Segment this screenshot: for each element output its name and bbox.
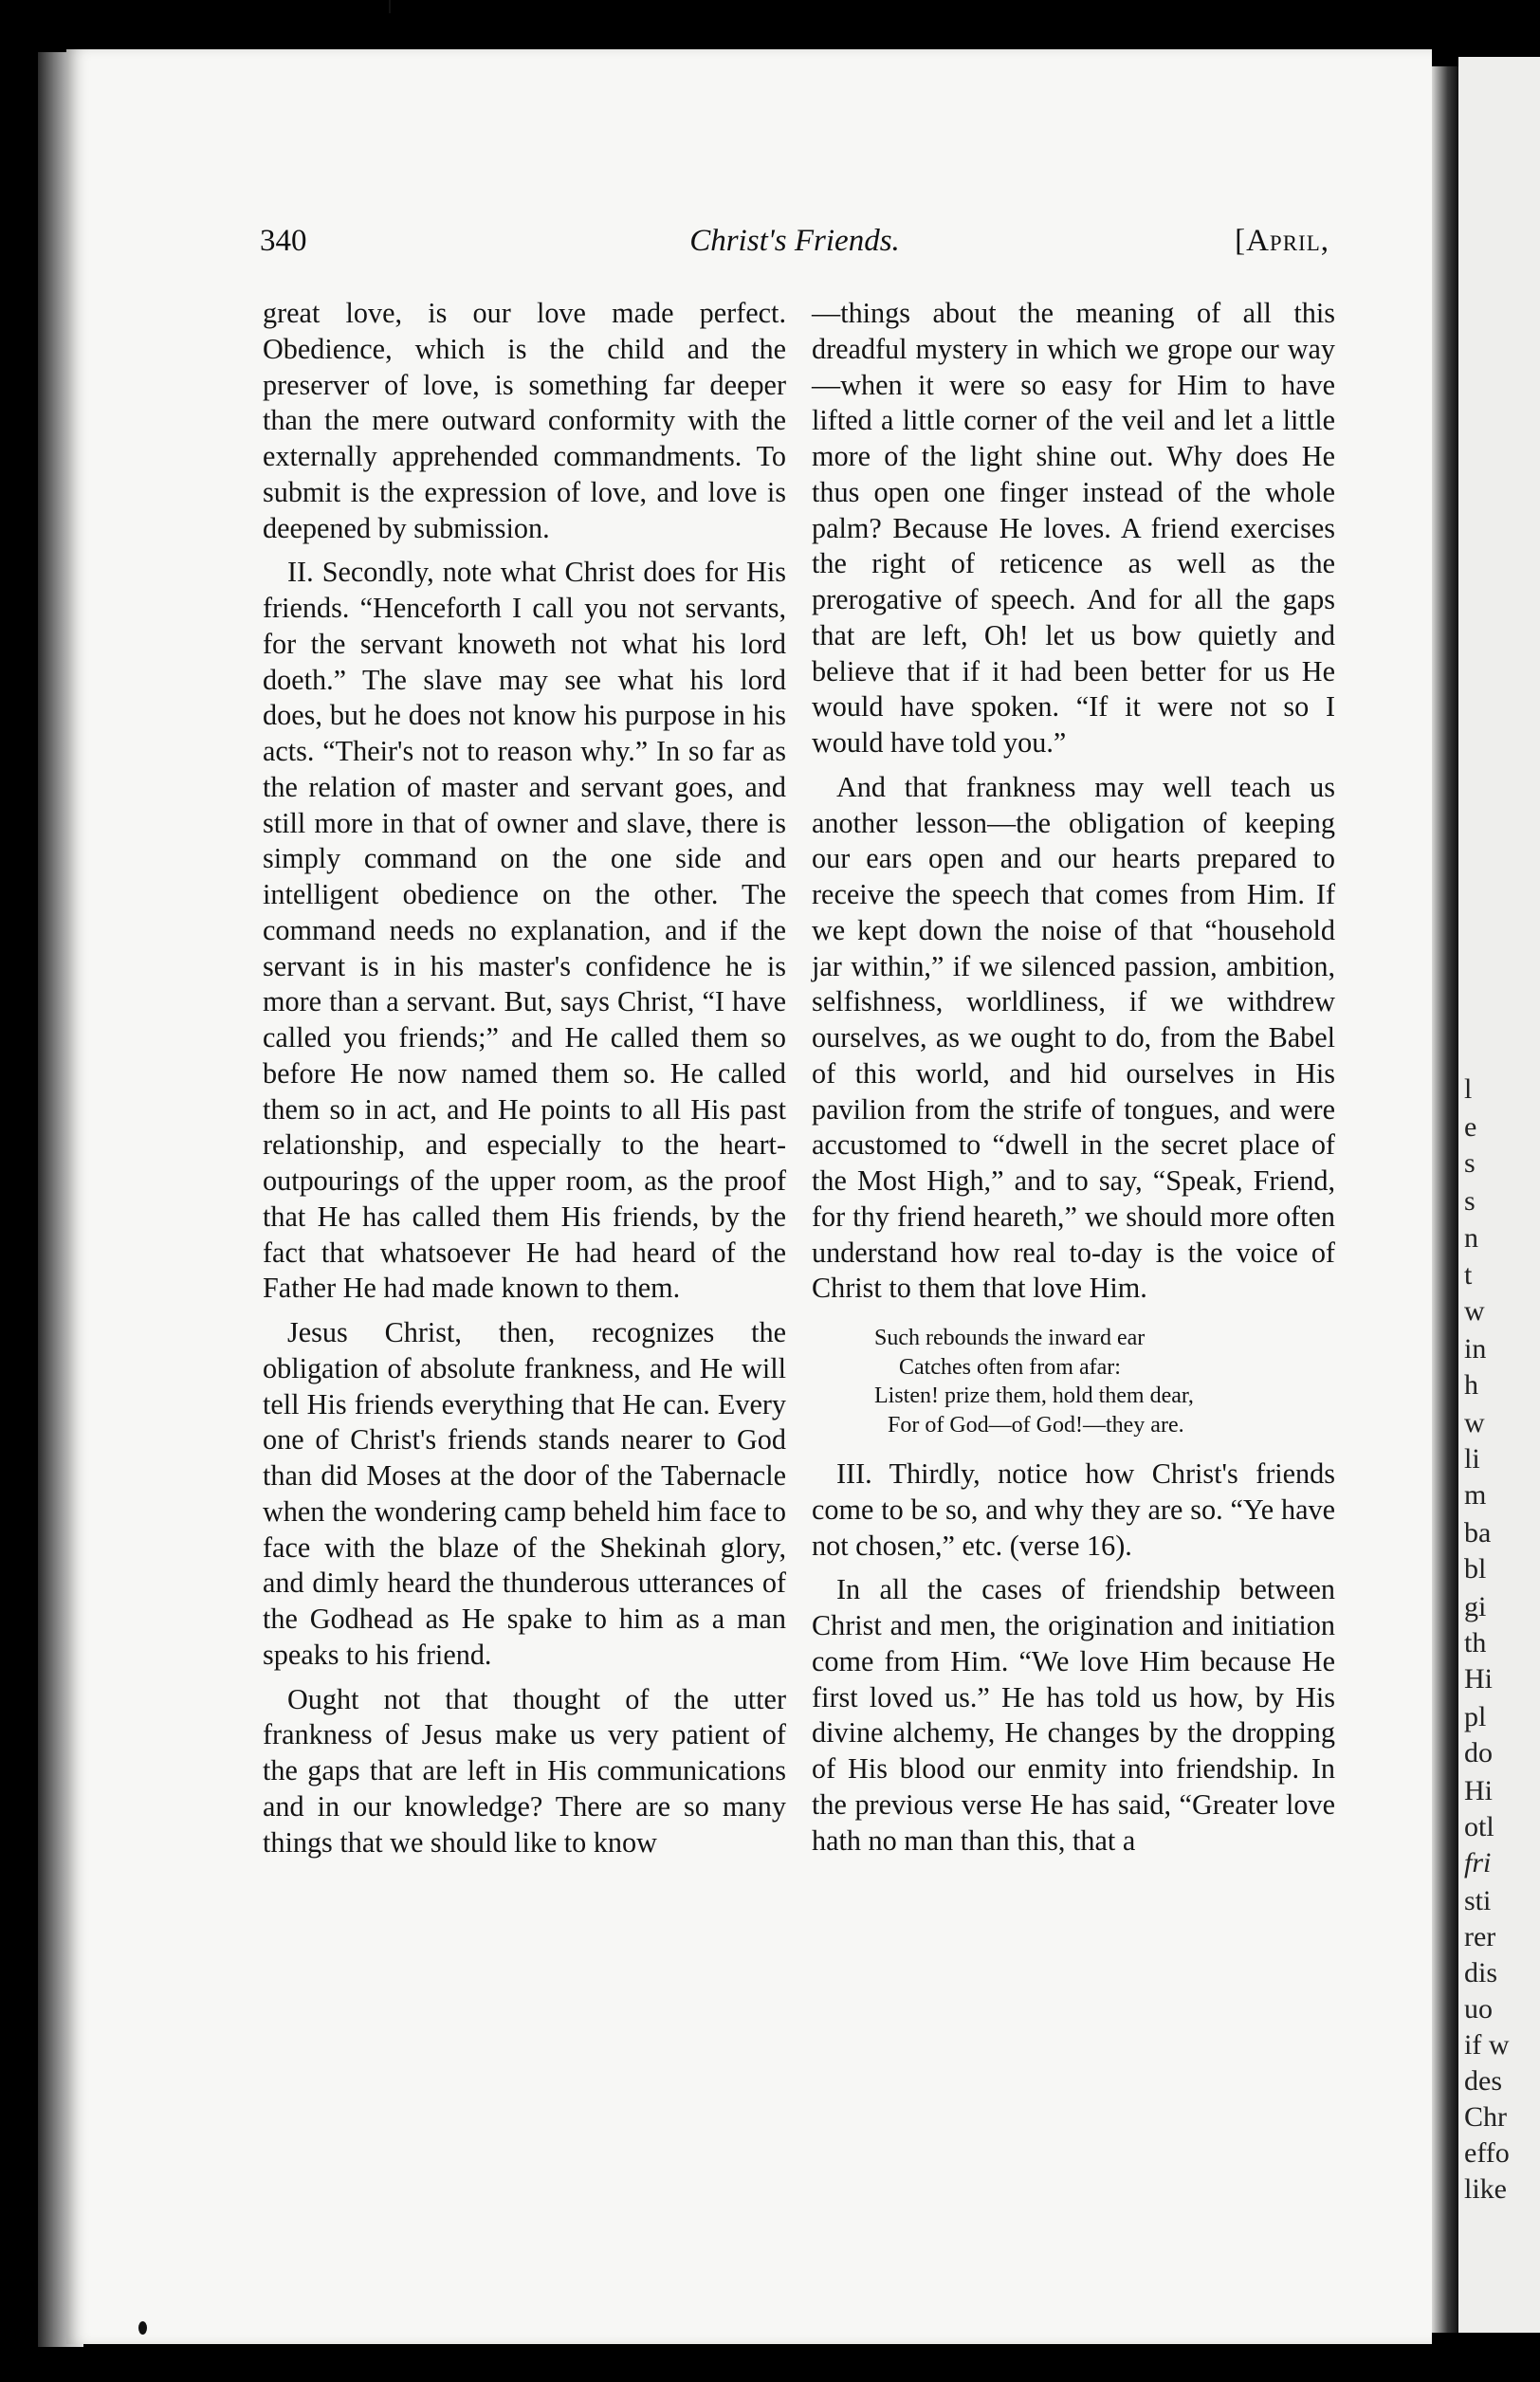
facing-page-fragment: uo [1464, 1993, 1493, 2025]
facing-page-fragment: li [1464, 1443, 1480, 1475]
facing-page-fragment: h [1464, 1369, 1478, 1401]
facing-page-fragment: n [1464, 1222, 1478, 1254]
facing-page-fragment: sti [1464, 1885, 1492, 1916]
facing-page-fragment: gi [1464, 1591, 1487, 1622]
paragraph: Ought not that thought of the utter frankness of Jesus make us very patient of the gaps that are left in His communications and in our knowledge? There are so many things that we should like to know [263, 1682, 786, 1859]
paragraph: great love, is our love made perfect. Obedience, which is the child and the preserver of love, is something far deeper than the mere outward conformity with the externally apprehended commandments. To submit is the expression of love, and love is deepened by submission. [263, 297, 786, 544]
facing-page-fragment: Hi [1464, 1663, 1493, 1695]
facing-page-fragment: pl [1464, 1701, 1487, 1732]
poem-quotation [812, 1324, 1335, 1439]
paragraph: In all the cases of friendship between Christ and men, the origination and initiation come from Him. “We love Him because He first loved us.” He has told us how, by His divine alchemy, He changes by the dropping of His blood our enmity into friendship. In the previous verse He has said, “Greater love hath no man than this, that a [812, 1573, 1335, 1857]
paragraph: And that frankness may well teach us another lesson—the obligation of keeping our ears open and our hearts prepared to receive the speech that comes from Him. If we kept down the noise of that “household jar within,” if we silenced passion, ambition, selfishness, worldliness, if we withdrew ourselves, as we ought to do, from the Babel of this world, and hid ourselves in His pavilion from the strife of tongues, and were accustomed to “dwell in the secret place of the Most High,” and to say, “Speak, Friend, for thy friend heareth,” we should more often understand how real to-day is the voice of Christ to them that love Him. [812, 770, 1335, 1305]
facing-page-fragment: des [1464, 2065, 1502, 2097]
facing-page-fragment: rer [1464, 1921, 1496, 1952]
poem-line: Catches often from afar: [899, 1354, 1121, 1380]
page-number: 340 [260, 224, 307, 258]
left-column [263, 296, 786, 1860]
facing-page-fragment: e [1464, 1111, 1477, 1143]
paragraph: —things about the meaning of all this dreadful mystery in which we grope our way—when it were so easy for Him to have lifted a little corner of the veil and let a little more of the light shine out. Why does He thus open one finger instead of the whole palm? Because He loves. A friend exercises the right of reticence as well as the prerogative of speech. And for all the gaps that are left, Oh! let us bow quietly and believe that if it had been better for us He would have spoken. “If it were not so I would have told you.” [812, 297, 1335, 759]
facing-page-fragment: s [1464, 1147, 1476, 1179]
gutter-shadow [1432, 66, 1458, 2333]
paragraph: III. Thirdly, notice how Christ's friends come to be so, and why they are so. “Ye have not chosen,” etc. (verse 16). [812, 1457, 1335, 1562]
facing-page-fragment: otl [1464, 1811, 1494, 1842]
facing-page-fragment: th [1464, 1627, 1487, 1658]
facing-page-fragment: bl [1464, 1553, 1487, 1585]
article-title: Christ's Friends. [689, 224, 900, 258]
facing-page-fragment: t [1464, 1259, 1473, 1291]
poem-line: Listen! prize them, hold them dear, [874, 1383, 1194, 1408]
scan-speck [389, 0, 391, 13]
scan-speck [138, 2321, 147, 2335]
facing-page-fragment: do [1464, 1737, 1493, 1768]
paragraph: Jesus Christ, then, recognizes the obligation of absolute frankness, and He will tell His friends everything that He can. Every one of Christ's friends stands nearer to God than did Moses at the door of the Tabernacle when the wondering camp beheld him face to face with the blaze of the Shekinah glory, and dimly heard the thunderous utterances of the Godhead as He spake to him as a man speaks to his friend. [263, 1316, 786, 1671]
issue-month: [April, [1235, 224, 1329, 258]
facing-page-fragment: like [1464, 2173, 1507, 2205]
facing-page-fragment: w [1464, 1295, 1485, 1327]
facing-page-fragment: dis [1464, 1957, 1498, 1988]
poem-line: For of God—of God!—they are. [888, 1412, 1184, 1438]
facing-page-fragment: if w [1464, 2029, 1510, 2061]
facing-page-fragment: w [1464, 1407, 1485, 1438]
facing-page-fragment: s [1464, 1185, 1476, 1217]
facing-page-fragment: effo [1464, 2137, 1510, 2169]
facing-page-fragment: in [1464, 1333, 1487, 1365]
facing-page-fragment: m [1464, 1479, 1487, 1511]
facing-page-edge [1458, 57, 1540, 2333]
facing-page-fragment: fri [1464, 1847, 1492, 1878]
paragraph: II. Secondly, note what Christ does for His friends. “Henceforth I call you not servants, for the servant knoweth not what his lord doeth.” The slave may see what his lord does, but he does not know his purpose in his acts. “Their's not to reason why.” In so far as the relation of master and servant goes, and still more in that of owner and slave, there is simply command on the one side and intelligent obedience on the other. The command needs no explanation, and if the servant is in his master's confidence he is more than a servant. But, says Christ, “I have called you friends;” and He called them so before He now named them so. He called them so in act, and He points to all His past relationship, and especially to the heart-outpourings of the upper room, as the proof that He has called them His friends, by the fact that whatsoever He had heard of the Father He had made known to them. [263, 556, 786, 1305]
poem-line: Such rebounds the inward ear [874, 1326, 1146, 1350]
right-column [812, 296, 1335, 1859]
facing-page-fragment: Hi [1464, 1775, 1493, 1806]
running-head [260, 224, 1329, 269]
facing-page-fragment: Chr [1464, 2101, 1507, 2133]
facing-page-fragment: l [1464, 1073, 1473, 1105]
facing-page-fragment: ba [1464, 1517, 1492, 1548]
